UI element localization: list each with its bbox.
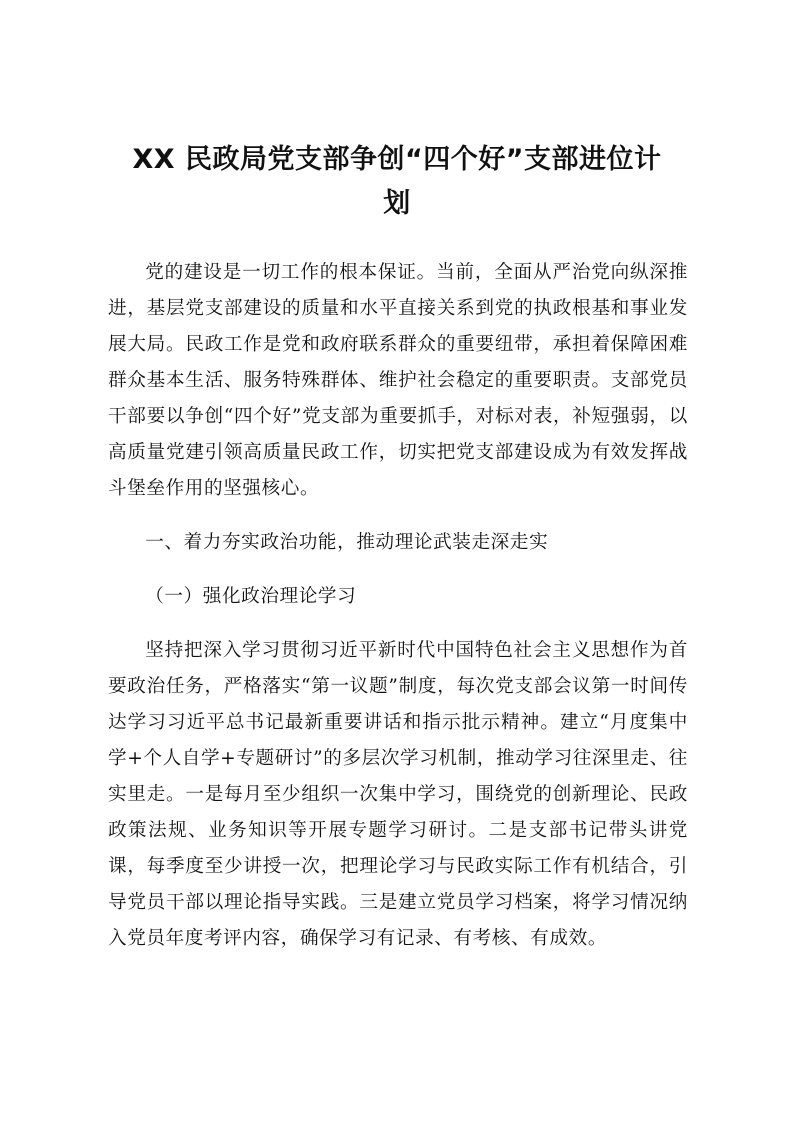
document-title [108, 138, 686, 226]
body-paragraph-study: 坚持把深入学习贯彻习近平新时代中国特色社会主义思想作为首要政治任务，严格落实“第一议题”制度，每次党支部会议第一时间传达学习习近平总书记最新重要讲话和指示批示精神。建立“月度集中学+个人自学+专题研讨”的多层次学习机制，推动学习往深里走、往实里走。一是每月至少组织一次集中学习，围绕党的创新理论、民政政策法规、业务知识等开展专题学习研讨。二是支部书记带头讲党课，每季度至少讲授一次，把理论学习与民政实际工作有机结合，引导党员干部以理论指导实践。三是建立党员学习档案，将学习情况纳入党员年度考评内容，确保学习有记录、有考核、有成效。 [108, 640, 688, 949]
intro-paragraph: 党的建设是一切工作的根本保证。当前，全面从严治党向纵深推进，基层党支部建设的质量和水平直接关系到党的执政根基和事业发展大局。民政工作是党和政府联系群众的重要纽带，承担着保障困难群众基本生活、服务特殊群体、维护社会稳定的重要职责。支部党员干部要以争创“四个好”党支部为重要抓手，对标对表，补短强弱，以高质量党建引领高质量民政工作，切实把党支部建设成为有效发挥战斗堡垒作用的坚强核心。 [108, 262, 688, 499]
subsection-heading-1: （一）强化政治理论学习 [145, 586, 357, 607]
title-line-1: XX 民政局党支部争创“四个好”支部进位计 [132, 144, 662, 175]
title-line-2: 划 [383, 188, 411, 219]
section-heading-1: 一、着力夯实政治功能，推动理论武装走深走实 [145, 532, 549, 553]
document-body [108, 255, 688, 957]
